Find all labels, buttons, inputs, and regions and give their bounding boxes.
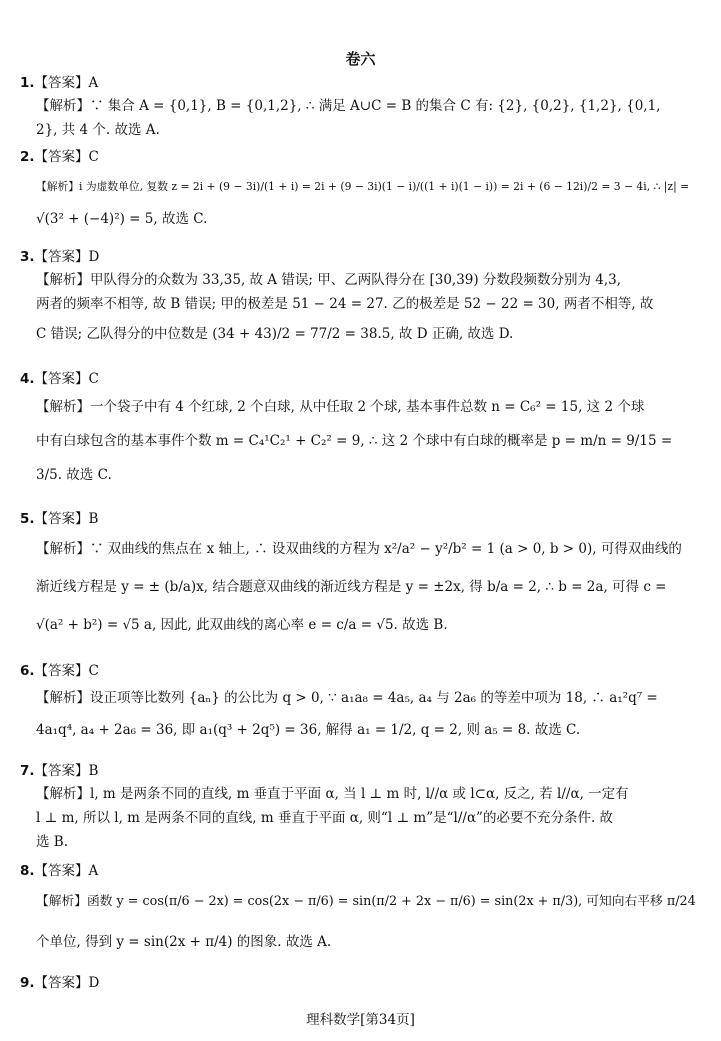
explanation-line: 两者的频率不相等, 故 B 错误; 甲的极差是 51 − 24 = 27. 乙的极差是 52 − 22 = 30, 两者不相等, 故 xyxy=(36,296,654,312)
question-3 xyxy=(20,246,700,352)
question-4 xyxy=(20,368,700,492)
explanation-line: l ⊥ m, 所以 l, m 是两条不同的直线, m 垂直于平面 α, 则“l ⊥ m”是“l//α”的必要不充分条件. 故 xyxy=(36,810,614,826)
explanation-line: 【解析】甲队得分的众数为 33,35, 故 A 错误; 甲、乙两队得分在 [30,39) 分数段频数分别为 4,3, xyxy=(36,272,622,288)
question-9 xyxy=(20,972,700,994)
explanation-line: 3/5. 故选 C. xyxy=(36,467,112,483)
question-number: 1. xyxy=(20,75,35,91)
explanation-line: 2}, 共 4 个. 故选 A. xyxy=(36,122,160,138)
question-number: 4. xyxy=(20,371,35,387)
explanation-line: √(3² + (−4)²) = 5, 故选 C. xyxy=(36,211,208,227)
question-number: 7. xyxy=(20,763,35,779)
question-number: 6. xyxy=(20,663,35,679)
explanation-line: 【解析】函数 y = cos(π/6 − 2x) = cos(2x − π/6) = sin(π/2 + 2x − π/6) = sin(2x + π/3), 可知向右平移 π/24 xyxy=(36,894,696,909)
explanation-line: 【解析】i 为虚数单位, 复数 z = 2i + (9 − 3i)/(1 + i) = 2i + (9 − 3i)(1 − i)/((1 + i)(1 − i)) = 2i + (6 − 12i)/2 = 3 − 4i, ∴ |z| = xyxy=(36,180,690,193)
explanation-line: 选 B. xyxy=(36,834,69,850)
question-8 xyxy=(20,860,700,962)
question-number: 3. xyxy=(20,249,35,265)
explanation-line: 4a₁q⁴, a₄ + 2a₆ = 36, 即 a₁(q³ + 2q⁵) = 36, 解得 a₁ = 1/2, q = 2, 则 a₅ = 8. 故选 C. xyxy=(36,722,581,738)
explanation-line: C 错误; 乙队得分的中位数是 (34 + 43)/2 = 77/2 = 38.5, 故 D 正确, 故选 D. xyxy=(36,326,514,342)
explanation-line: 【解析】∵ 双曲线的焦点在 x 轴上, ∴ 设双曲线的方程为 x²/a² − y²/b² = 1 (a > 0, b > 0), 可得双曲线的 xyxy=(36,541,682,557)
answer-label: 【答案】D xyxy=(34,975,100,991)
question-number: 9. xyxy=(20,975,35,991)
explanation-line: 【解析】设正项等比数列 {aₙ} 的公比为 q > 0, ∵ a₁a₈ = 4a₅, a₄ 与 2a₆ 的等差中项为 18, ∴ a₁²q⁷ = xyxy=(36,690,658,706)
explanation-line: 【解析】∵ 集合 A = {0,1}, B = {0,1,2}, ∴ 满足 A∪C = B 的集合 C 有: {2}, {0,2}, {1,2}, {0,1, xyxy=(36,98,661,114)
explanation-line: 中有白球包含的基本事件个数 m = C₄¹C₂¹ + C₂² = 9, ∴ 这 2 个球中有白球的概率是 p = m/n = 9/15 = xyxy=(36,433,673,449)
question-7 xyxy=(20,760,700,854)
question-5 xyxy=(20,508,700,644)
explanation-line: 【解析】一个袋子中有 4 个红球, 2 个白球, 从中任取 2 个球, 基本事件总数 n = C₆² = 15, 这 2 个球 xyxy=(36,399,645,415)
question-number: 2. xyxy=(20,149,35,165)
answer-label: 【答案】D xyxy=(34,249,100,265)
explanation-line: 渐近线方程是 y = ± (b/a)x, 结合题意双曲线的渐近线方程是 y = ±2x, 得 b/a = 2, ∴ b = 2a, 可得 c = xyxy=(36,579,667,595)
explanation-line: 【解析】l, m 是两条不同的直线, m 垂直于平面 α, 当 l ⊥ m 时, l//α 或 l⊂α, 反之, 若 l//α, 一定有 xyxy=(36,786,629,802)
question-6 xyxy=(20,660,700,746)
answer-label: 【答案】C xyxy=(34,663,99,679)
page-title: 卷六 xyxy=(345,50,376,68)
answer-label: 【答案】A xyxy=(34,863,99,879)
question-1 xyxy=(20,72,700,142)
answer-label: 【答案】B xyxy=(34,511,99,527)
question-number: 5. xyxy=(20,511,35,527)
answer-label: 【答案】B xyxy=(34,763,99,779)
explanation-line: √(a² + b²) = √5 a, 因此, 此双曲线的离心率 e = c/a = √5. 故选 B. xyxy=(36,617,448,633)
answer-label: 【答案】C xyxy=(34,371,99,387)
question-number: 8. xyxy=(20,863,35,879)
answer-label: 【答案】C xyxy=(34,149,99,165)
question-2 xyxy=(20,146,700,232)
explanation-line: 个单位, 得到 y = sin(2x + π/4) 的图象. 故选 A. xyxy=(36,934,332,950)
answer-label: 【答案】A xyxy=(34,75,99,91)
page-footer: 理科数学[第34页] xyxy=(306,1012,415,1028)
